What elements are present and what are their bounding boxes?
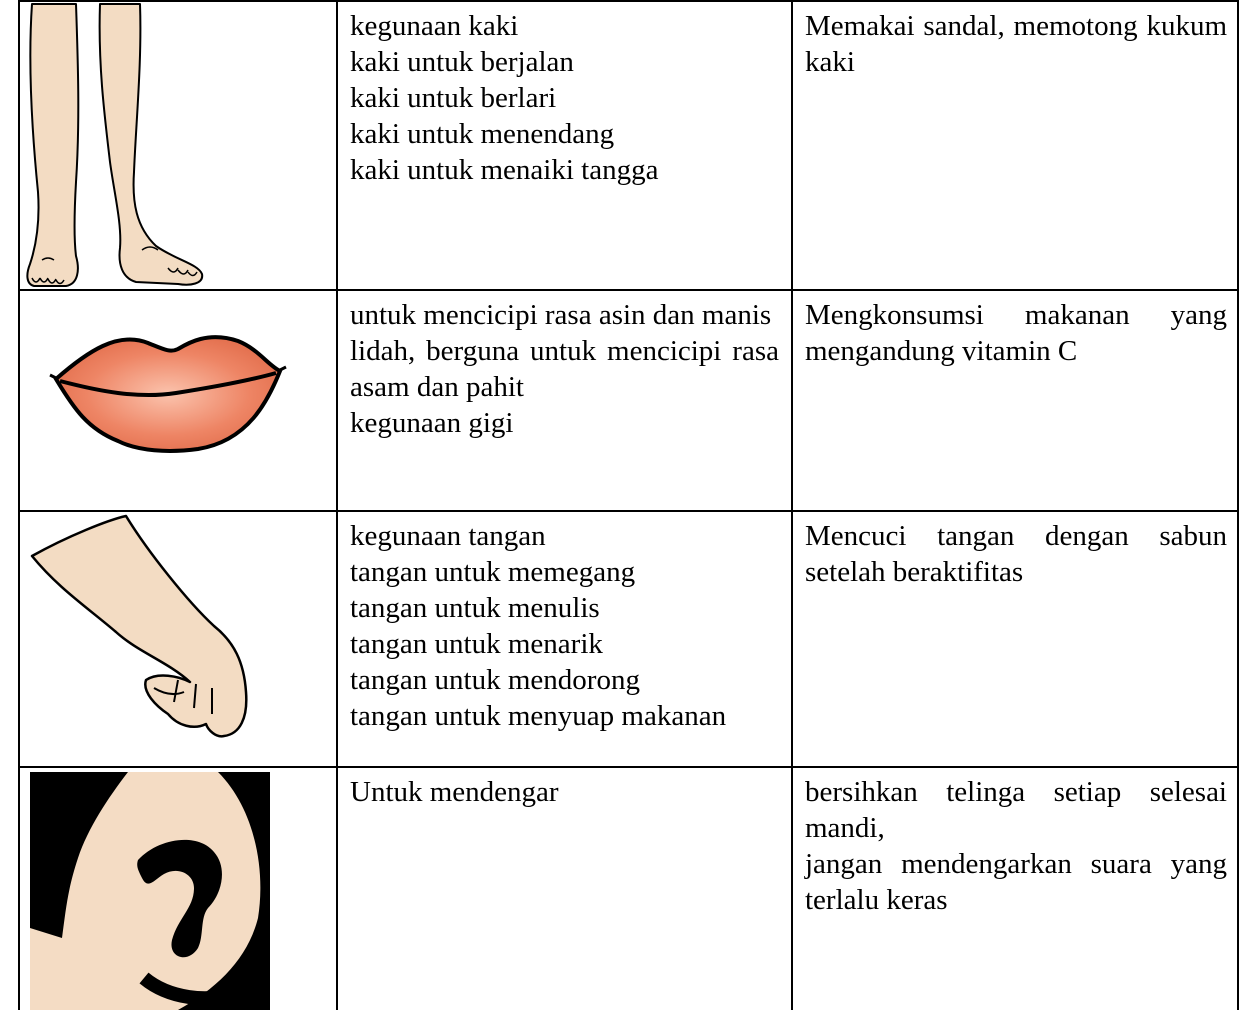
use-item: tangan untuk mendorong	[350, 664, 640, 696]
uses-cell	[336, 768, 791, 810]
table-row	[18, 768, 1239, 1010]
use-item: Untuk mendengar	[350, 776, 559, 808]
use-item: kegunaan kaki	[350, 10, 519, 42]
care-cell: Memakai sandal, memotong kukum kaki	[805, 10, 1227, 78]
care-cell	[791, 768, 1239, 918]
use-item: untuk mencicipi rasa asin dan manis	[350, 299, 772, 331]
use-item: kaki untuk menendang	[350, 118, 615, 150]
uses-cell	[336, 291, 791, 441]
table-row	[18, 512, 1239, 766]
use-item: kaki untuk berjalan	[350, 46, 574, 78]
uses-cell	[336, 2, 791, 188]
lips-illustration	[18, 291, 336, 510]
use-item: kaki untuk menaiki tangga	[350, 154, 659, 186]
image-cell	[18, 512, 336, 766]
hand-illustration	[18, 512, 336, 766]
use-item: tangan untuk menulis	[350, 592, 600, 624]
ear-illustration	[18, 768, 336, 1010]
legs-illustration	[18, 2, 336, 289]
use-item: tangan untuk memegang	[350, 556, 636, 588]
table-row	[18, 2, 1239, 289]
care-item: jangan mendengarkan suara yang terlalu keras	[805, 848, 1227, 916]
use-item: tangan untuk menarik	[350, 628, 603, 660]
use-item: kegunaan tangan	[350, 520, 546, 552]
image-cell	[18, 291, 336, 510]
use-item: lidah, berguna untuk mencicipi rasa asam dan pahit	[350, 335, 779, 403]
care-cell: Mencuci tangan dengan sabun setelah beraktifitas	[805, 520, 1227, 588]
image-cell	[18, 768, 336, 1010]
care-item: bersihkan telinga setiap selesai mandi,	[805, 776, 1227, 844]
uses-cell	[336, 512, 791, 734]
care-cell: Mengkonsumsi makanan yang mengandung vitamin C	[805, 299, 1227, 367]
image-cell	[18, 2, 336, 289]
use-item: kegunaan gigi	[350, 407, 514, 439]
use-item: kaki untuk berlari	[350, 82, 557, 114]
table-row	[18, 291, 1239, 510]
use-item: tangan untuk menyuap makanan	[350, 700, 727, 732]
